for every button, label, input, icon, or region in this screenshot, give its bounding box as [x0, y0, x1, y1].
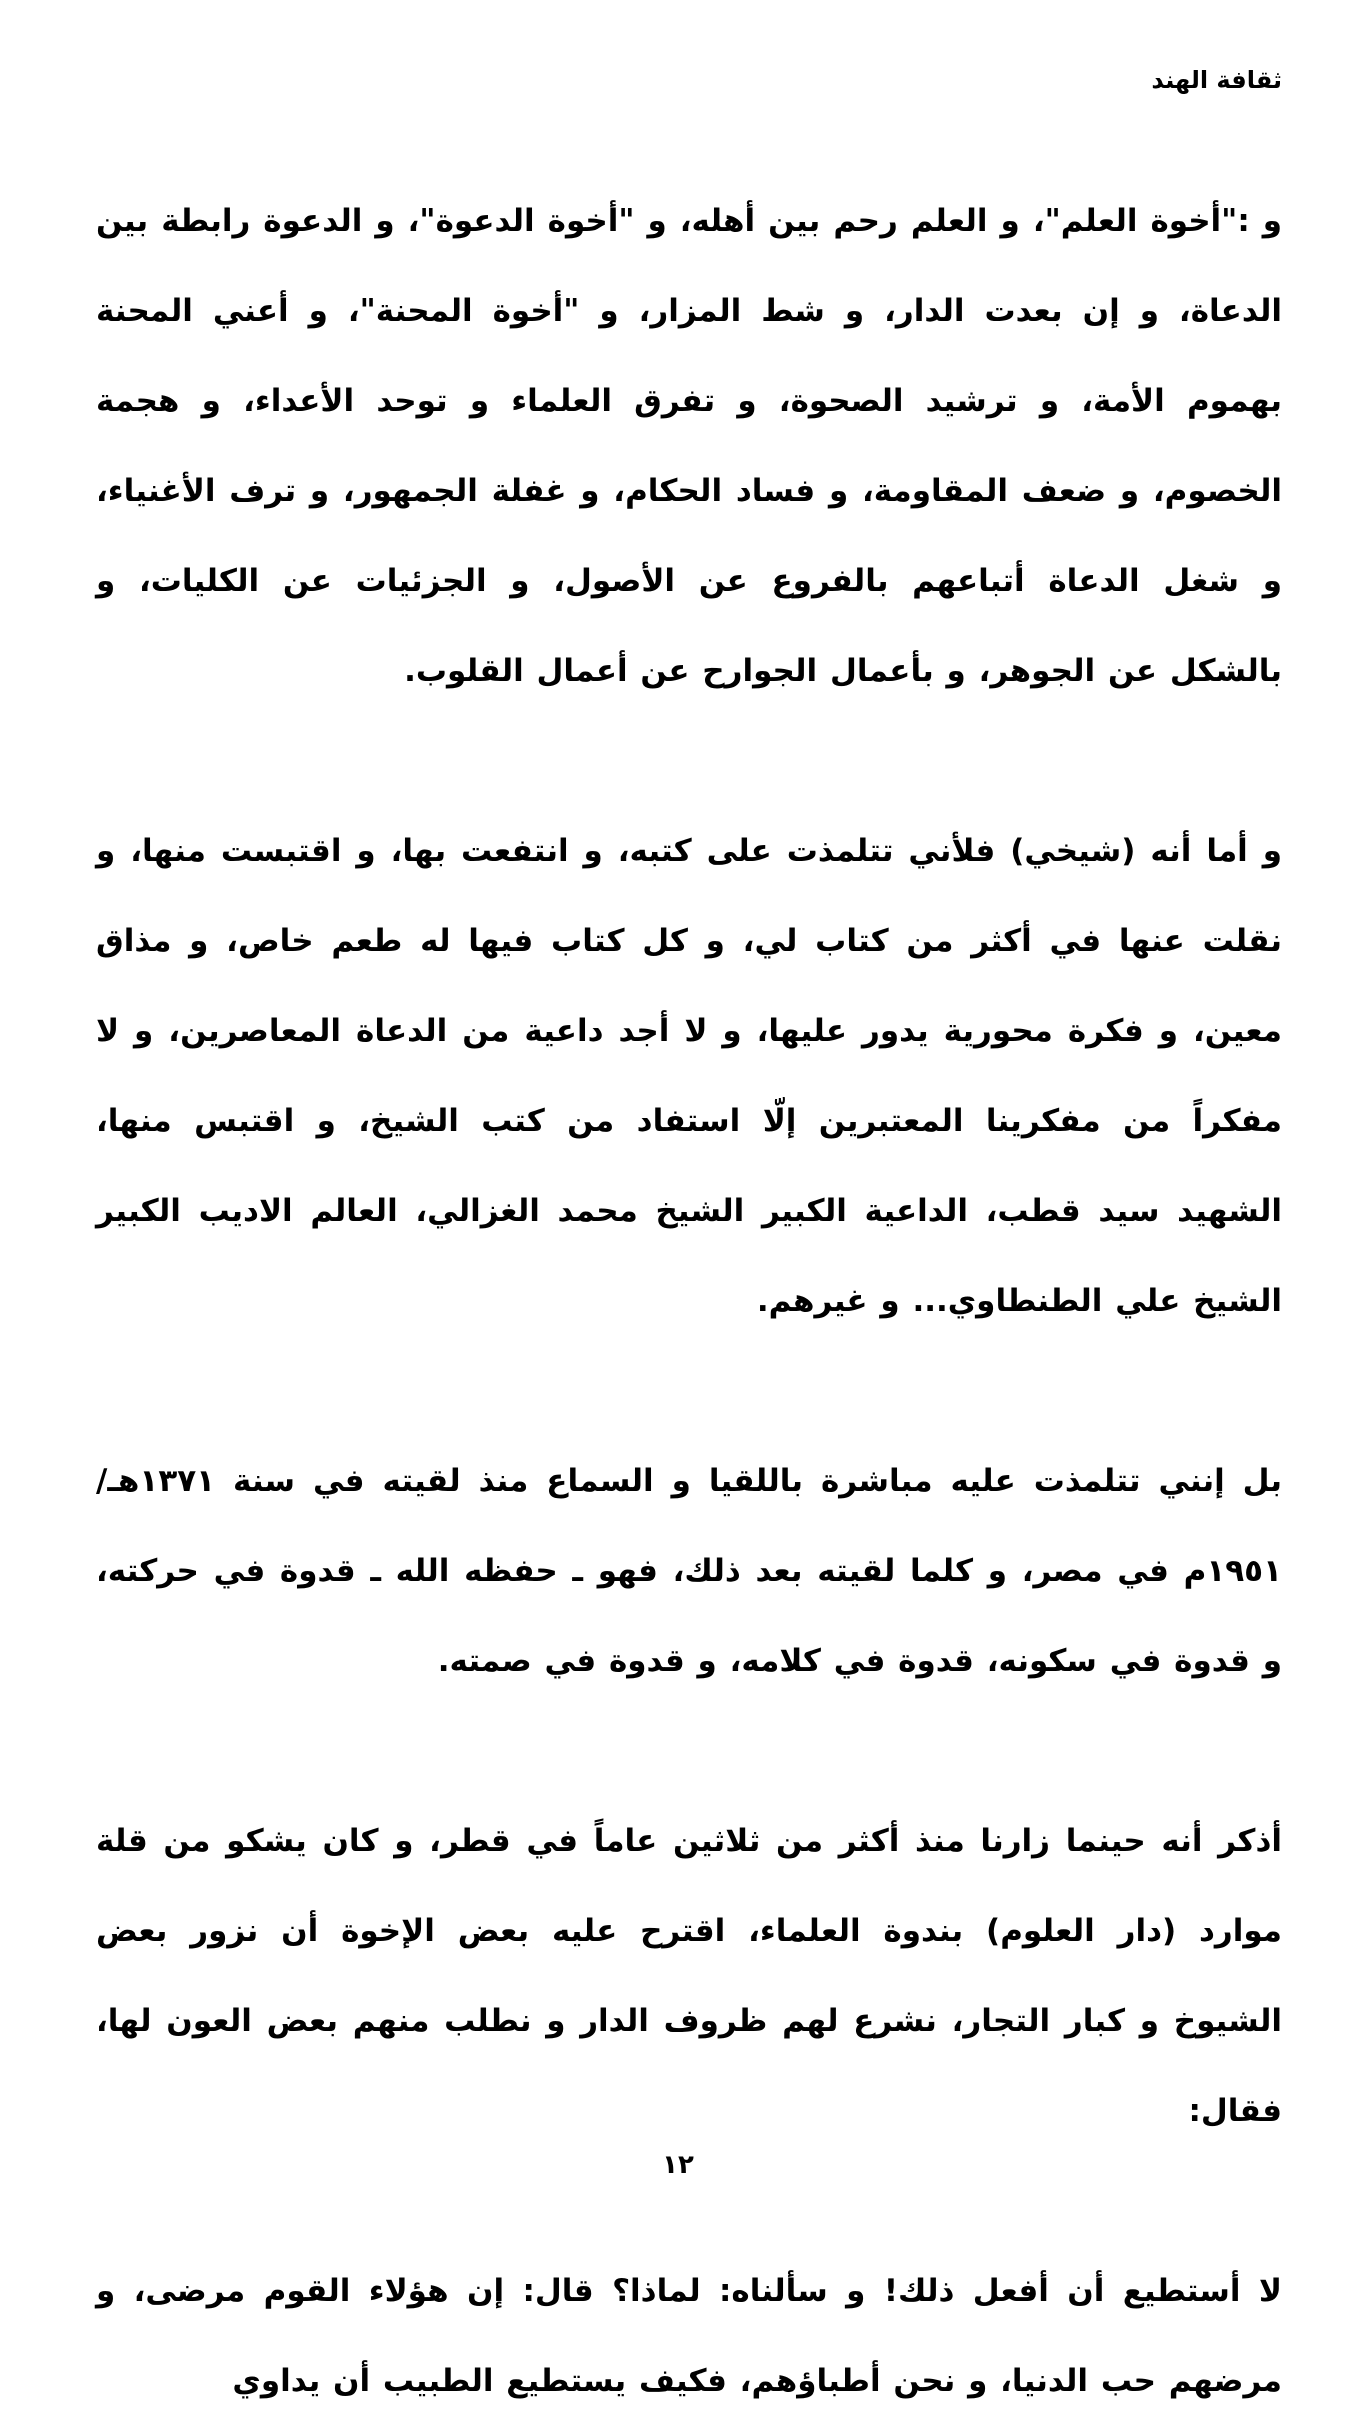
body-text — [96, 176, 1282, 2426]
paragraph-4: أذكر أنه حينما زارنا منذ أكثر من ثلاثين عاماً في قطر، و كان يشكو من قلة موارد (دار العلوم) بندوة العلماء، اقترح عليه بعض الإخوة أن نزور بعض الشيوخ و كبار التجار، نشرع لهم ظروف الدار و نطلب منهم بعض العون لها، فقال: — [96, 1823, 1282, 2129]
running-header: ثقافة الهند — [1151, 66, 1282, 94]
paragraph-gap — [96, 716, 1282, 806]
paragraph-gap — [96, 1706, 1282, 1796]
paragraph-gap — [96, 1346, 1282, 1436]
paragraph-1: و :"أخوة العلم"، و العلم رحم بين أهله، و "أخوة الدعوة"، و الدعوة رابطة بين الدعاة، و إن بعدت الدار، و شط المزار، و "أخوة المحنة"، و أعني المحنة بهموم الأمة، و ترشيد الصحوة، و تفرق العلماء و توحد الأعداء، و هجمة الخصوم، و ضعف المقاومة، و فساد الحكام، و غفلة الجمهور، و ترف الأغنياء، و شغل الدعاة أتباعهم بالفروع عن الأصول، و الجزئيات عن الكليات، و بالشكل عن الجوهر، و بأعمال الجوارح عن أعمال القلوب. — [96, 203, 1282, 689]
paragraph-5: لا أستطيع أن أفعل ذلك! و سألناه: لماذا؟ قال: إن هؤلاء القوم مرضى، و مرضهم حب الدنيا، و نحن أطباؤهم، فكيف يستطيع الطبيب أن يداوي — [96, 2273, 1282, 2399]
page-number: ١٢ — [662, 2150, 694, 2180]
paragraph-2: و أما أنه (شيخي) فلأني تتلمذت على كتبه، و انتفعت بها، و اقتبست منها، و نقلت عنها في أكثر من كتاب لي، و كل كتاب فيها له طعم خاص، و مذاق معين، و فكرة محورية يدور عليها، و لا أجد داعية من الدعاة المعاصرين، و لا مفكراً من مفكرينا المعتبرين إلّا استفاد من كتب الشيخ، و اقتبس منها، الشهيد سيد قطب، الداعية الكبير الشيخ محمد الغزالي، العالم الاديب الكبير الشيخ علي الطنطاوي... و غيرهم. — [96, 833, 1282, 1319]
paragraph-3: بل إنني تتلمذت عليه مباشرة باللقيا و السماع منذ لقيته في سنة ١٣٧١هـ/١٩٥١م في مصر، و كلما لقيته بعد ذلك، فهو ـ حفظه الله ـ قدوة في حركته، و قدوة في سكونه، قدوة في كلامه، و قدوة في صمته. — [96, 1463, 1282, 1679]
